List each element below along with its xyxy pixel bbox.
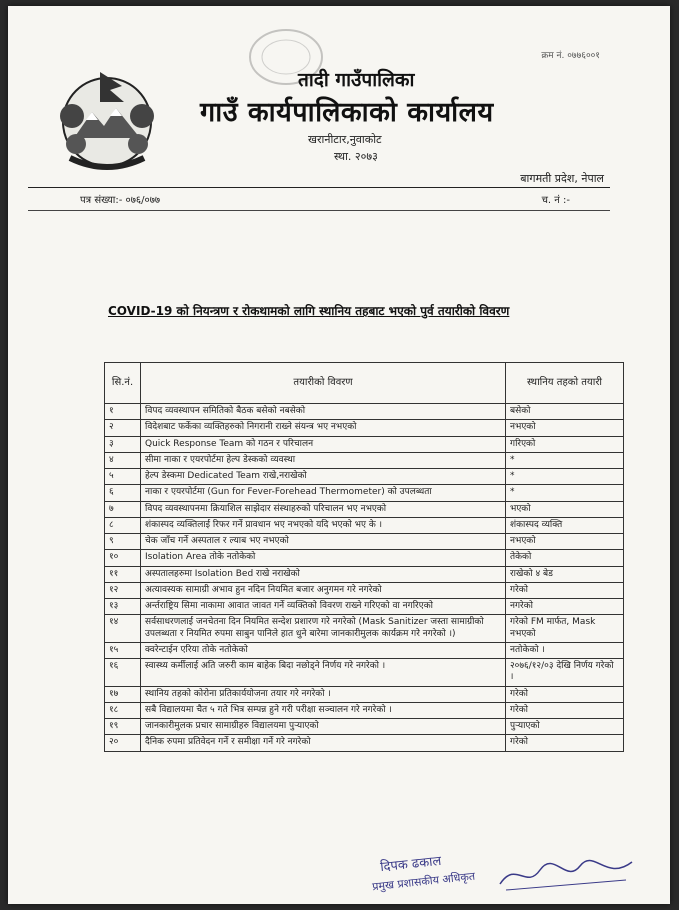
row-description: दैनिक रुपमा प्रतिवेदन गर्ने र समीक्षा गर्ने गरे नगरेको [141, 735, 506, 751]
row-serial: १५ [105, 642, 141, 658]
row-serial: १० [105, 550, 141, 566]
header-divider [28, 187, 610, 188]
row-serial: २ [105, 420, 141, 436]
row-serial: ६ [105, 485, 141, 501]
row-description: Isolation Area तोके नतोकेको [141, 550, 506, 566]
row-description: Quick Response Team को गठन र परिचालन [141, 436, 506, 452]
table-row [105, 642, 624, 658]
document-page [8, 6, 670, 904]
province-name: बागमती प्रदेश, नेपाल [520, 172, 604, 185]
table-row [105, 599, 624, 615]
table-row [105, 566, 624, 582]
row-status: बसेको [506, 404, 624, 420]
row-status: पुऱ्याएको [506, 719, 624, 735]
row-serial: ११ [105, 566, 141, 582]
table-row [105, 582, 624, 598]
letter-number: पत्र संख्या:- ०७६/०७७ [80, 195, 161, 206]
subheader-divider [28, 210, 610, 211]
row-status: नभएको [506, 534, 624, 550]
row-status: * [506, 469, 624, 485]
table-row [105, 719, 624, 735]
row-status: २०७६/१२/०३ देखि निर्णय गरेको । [506, 659, 624, 687]
table-row [105, 534, 624, 550]
row-serial: ९ [105, 534, 141, 550]
municipality-name: तादी गाउँपालिका [298, 69, 415, 91]
header-description: तयारीको विवरण [141, 363, 506, 404]
row-description: विपद व्यवस्थापनमा क्रियाशिल साझेदार संस्थाहरुको परिचालन भए नभएको [141, 501, 506, 517]
table-row [105, 420, 624, 436]
row-description: नाका र एयरपोर्टमा (Gun for Fever-Forehead Thermometer) को उपलब्धता [141, 485, 506, 501]
header-status: स्थानिय तहको तयारी [506, 363, 624, 404]
table-row [105, 517, 624, 533]
row-description: अत्यावस्यक सामाग्री अभाव हुन नदिन नियमित बजार अनुगमन गरे नगरेको [141, 582, 506, 598]
row-status: भएको [506, 501, 624, 517]
office-address: खरानीटार,नुवाकोट [308, 133, 382, 146]
row-description: चेक जाँच गर्ने अस्पताल र ल्याब भए नभएको [141, 534, 506, 550]
table-row [105, 469, 624, 485]
row-description: शंकास्पद व्यक्तिलाई रिफर गर्ने प्रावधान भए नभएको यदि भएको भए के । [141, 517, 506, 533]
office-name: गाउँ कार्यपालिकाको कार्यालय [200, 97, 494, 128]
nepal-emblem-logo [52, 64, 162, 176]
table-row [105, 659, 624, 687]
row-status: गरेको [506, 702, 624, 718]
row-serial: १ [105, 404, 141, 420]
row-description: स्थानिय तहको कोरोना प्रतिकार्ययोजना तयार गरे नगरेको । [141, 686, 506, 702]
header-serial: सि.नं. [105, 363, 141, 404]
row-status: गरेको [506, 686, 624, 702]
table-row [105, 615, 624, 643]
row-status: राखेको ४ बेड [506, 566, 624, 582]
row-serial: १२ [105, 582, 141, 598]
table-row [105, 404, 624, 420]
row-serial: ४ [105, 452, 141, 468]
dispatch-number: च. नं :- [541, 195, 570, 206]
row-serial: ८ [105, 517, 141, 533]
row-description: अर्न्तराष्ट्रिय सिमा नाकामा आवात जावत गर्ने व्यक्तिको विवरण राख्ने गरिएको वा नगरिएको [141, 599, 506, 615]
row-description: सर्वसाधरणलाई जनचेतना दिन नियमित सन्देश प्रशारण गरे नगरेको (Mask Sanitizer जस्ता सामाग्रीको उपलब्धता र नियमित रुपमा साबुन पानिले हात धुने बारेमा जानकारीमुलक कार्यक्रम गरे नगरेको ।) [141, 615, 506, 643]
table-row [105, 501, 624, 517]
row-status: शंकास्पद व्यक्ति [506, 517, 624, 533]
row-serial: ७ [105, 501, 141, 517]
row-serial: ५ [105, 469, 141, 485]
table-row [105, 436, 624, 452]
preparation-table [104, 362, 624, 752]
row-status: तेकेको [506, 550, 624, 566]
handwritten-signature [496, 854, 636, 894]
row-serial: ३ [105, 436, 141, 452]
row-status: गरिएको [506, 436, 624, 452]
table-row [105, 702, 624, 718]
row-description: विपद व्यवस्थापन समितिको बैठक बसेको नबसेको [141, 404, 506, 420]
row-serial: १४ [105, 615, 141, 643]
row-serial: १६ [105, 659, 141, 687]
row-serial: २० [105, 735, 141, 751]
serial-number: क्रम नं. ०७७६००१ [541, 51, 600, 61]
table-row [105, 550, 624, 566]
table-header-row [105, 363, 624, 404]
row-status: * [506, 485, 624, 501]
document-title: COVID-19 को नियन्त्रण र रोकथामको लागि स्थानिय तहबाट भएको पुर्व तयारीको विवरण [108, 304, 510, 318]
table-row [105, 735, 624, 751]
row-description: अस्पतालहरुमा Isolation Bed राखे नराखेको [141, 566, 506, 582]
established-year: स्था. २०७३ [334, 150, 378, 163]
row-status: गरेको FM मार्फत, Mask नभएको [506, 615, 624, 643]
table-row [105, 485, 624, 501]
signatory-designation: प्रमुख प्रशासकीय अधिकृत [371, 869, 476, 894]
row-serial: १८ [105, 702, 141, 718]
table-row [105, 686, 624, 702]
row-status: गरेको [506, 582, 624, 598]
row-serial: १७ [105, 686, 141, 702]
row-status: * [506, 452, 624, 468]
row-description: जानकारीमुलक प्रचार सामाग्रीहरु विद्यालयमा पुऱ्याएको [141, 719, 506, 735]
signatory-name: दिपक ढकाल [379, 853, 443, 876]
row-description: स्वास्थ्य कर्मीलाई अति जरुरी काम बाहेक बिदा नछोड्ने निर्णय गरे नगरेको । [141, 659, 506, 687]
row-status: नभएको [506, 420, 624, 436]
row-description: सीमा नाका र एयरपोर्टमा हेल्प डेस्कको व्यवस्था [141, 452, 506, 468]
row-description: सबै विद्यालयमा चैत ५ गते भित्र सम्पन्न हुने गरी परीक्षा सञ्चालन गरे नगरेको । [141, 702, 506, 718]
row-status: नतोकेको । [506, 642, 624, 658]
row-description: विदेशबाट फर्केका व्यक्तिहरुको निगरानी राख्ने संयन्त्र भए नभएको [141, 420, 506, 436]
row-status: गरेको [506, 735, 624, 751]
row-status: नगरेको [506, 599, 624, 615]
row-serial: १३ [105, 599, 141, 615]
table-row [105, 452, 624, 468]
row-description: क्वरेन्टाईन एरिया तोके नतोकेको [141, 642, 506, 658]
row-serial: १९ [105, 719, 141, 735]
row-description: हेल्प डेस्कमा Dedicated Team राखे,नराखेको [141, 469, 506, 485]
